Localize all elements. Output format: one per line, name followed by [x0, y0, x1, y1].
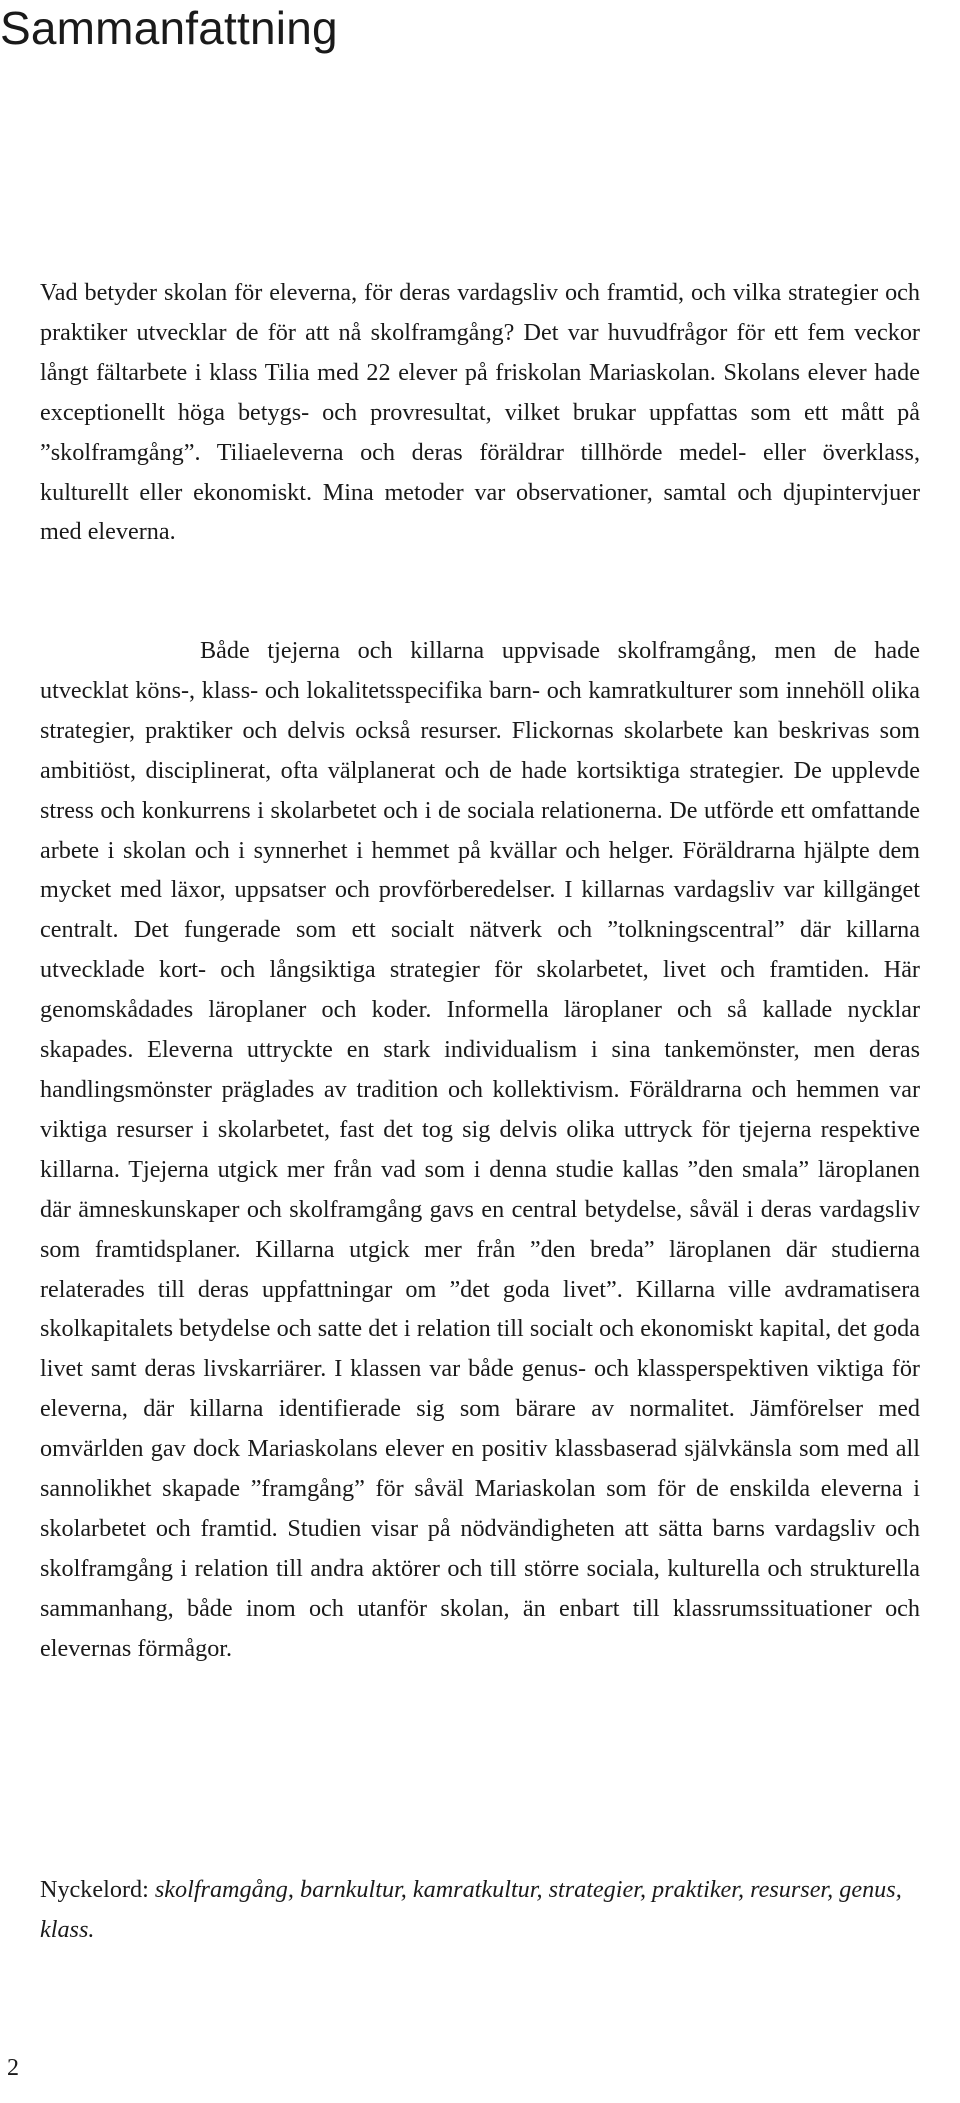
page-number: 2 [7, 2055, 19, 2081]
summary-paragraph-1: Vad betyder skolan för eleverna, för deras vardagsliv och framtid, och vilka strategier och praktiker utvecklar de för att nå skolframgång? Det var huvudfrågor för ett fem veckor långt fältarbete i klass Tilia med 22 elever på friskolan Mariaskolan. Skolans elever hade exceptionellt höga betygs- och provresultat, vilket brukar uppfattas som ett mått på ”skolframgång”. Tiliaeleverna och deras föräldrar tillhörde medel- eller överklass, kulturellt eller ekonomiskt. Mina metoder var observationer, samtal och djupintervjuer med eleverna. [40, 279, 920, 546]
keywords-line [40, 1870, 920, 1950]
page-title: Sammanfattning [0, 2, 338, 54]
keywords-label: Nyckelord: [40, 1876, 149, 1903]
summary-paragraph-2: Både tjejerna och killarna uppvisade skolframgång, men de hade utvecklat köns-, klass- och lokalitetsspecifika barn- och kamratkulturer som innehöll olika strategier, praktiker och delvis också resurser. Flickornas skolarbete kan beskrivas som ambitiöst, disciplinerat, ofta välplanerat och de hade kortsiktiga strategier. De upplevde stress och konkurrens i skolarbetet och i de sociala relationerna. De utförde ett omfattande arbete i skolan och i synnerhet i hemmet på kvällar och helger. Föräldrarna hjälpte dem mycket med läxor, uppsatser och provförberedelser. I killarnas vardagsliv var killgänget centralt. Det fungerade som ett socialt nätverk och ”tolkningscentral” där killarna utvecklade kort- och långsiktiga strategier för skolarbetet, livet och framtiden. Här genomskådades läroplaner och koder. Informella läroplaner och så kallade nycklar skapades. Eleverna uttryckte en stark individualism i sina tankemönster, men deras handlingsmönster präglades av tradition och kollektivism. Föräldrarna och hemmen var viktiga resurser i skolarbetet, fast det tog sig delvis olika uttryck för tjejerna respektive killarna. Tjejerna utgick mer från vad som i denna studie kallas ”den smala” läroplanen där ämneskunskaper och skolframgång gavs en central betydelse, såväl i deras vardagsliv som framtidsplaner. Killarna utgick mer från ”den breda” läroplanen där studierna relaterades till deras uppfattningar om ”det goda livet”. Killarna ville avdramatisera skolkapitalets betydelse och satte det i relation till socialt och ekonomiskt kapital, det goda livet samt deras livskarriärer. I klassen var både genus- och klassperspektiven viktiga för eleverna, där killarna identifierade sig som bärare av normalitet. Jämförelser med omvärlden gav dock Mariaskolans elever en positiv klassbaserad självkänsla som med all sannolikhet skapade ”framgång” för såväl Mariaskolan som för de enskilda eleverna i skolarbetet och framtid. Studien visar på nödvändigheten att sätta barns vardagsliv och skolframgång i relation till andra aktörer och till större sociala, kulturella och strukturella sammanhang, både inom och utanför skolan, än enbart till klassrumssituationer och elevernas förmågor. [40, 637, 920, 1662]
keywords-terms: skolframgång, barnkultur, kamratkultur, strategier, praktiker, resurser, genus, klass. [40, 1876, 902, 1943]
